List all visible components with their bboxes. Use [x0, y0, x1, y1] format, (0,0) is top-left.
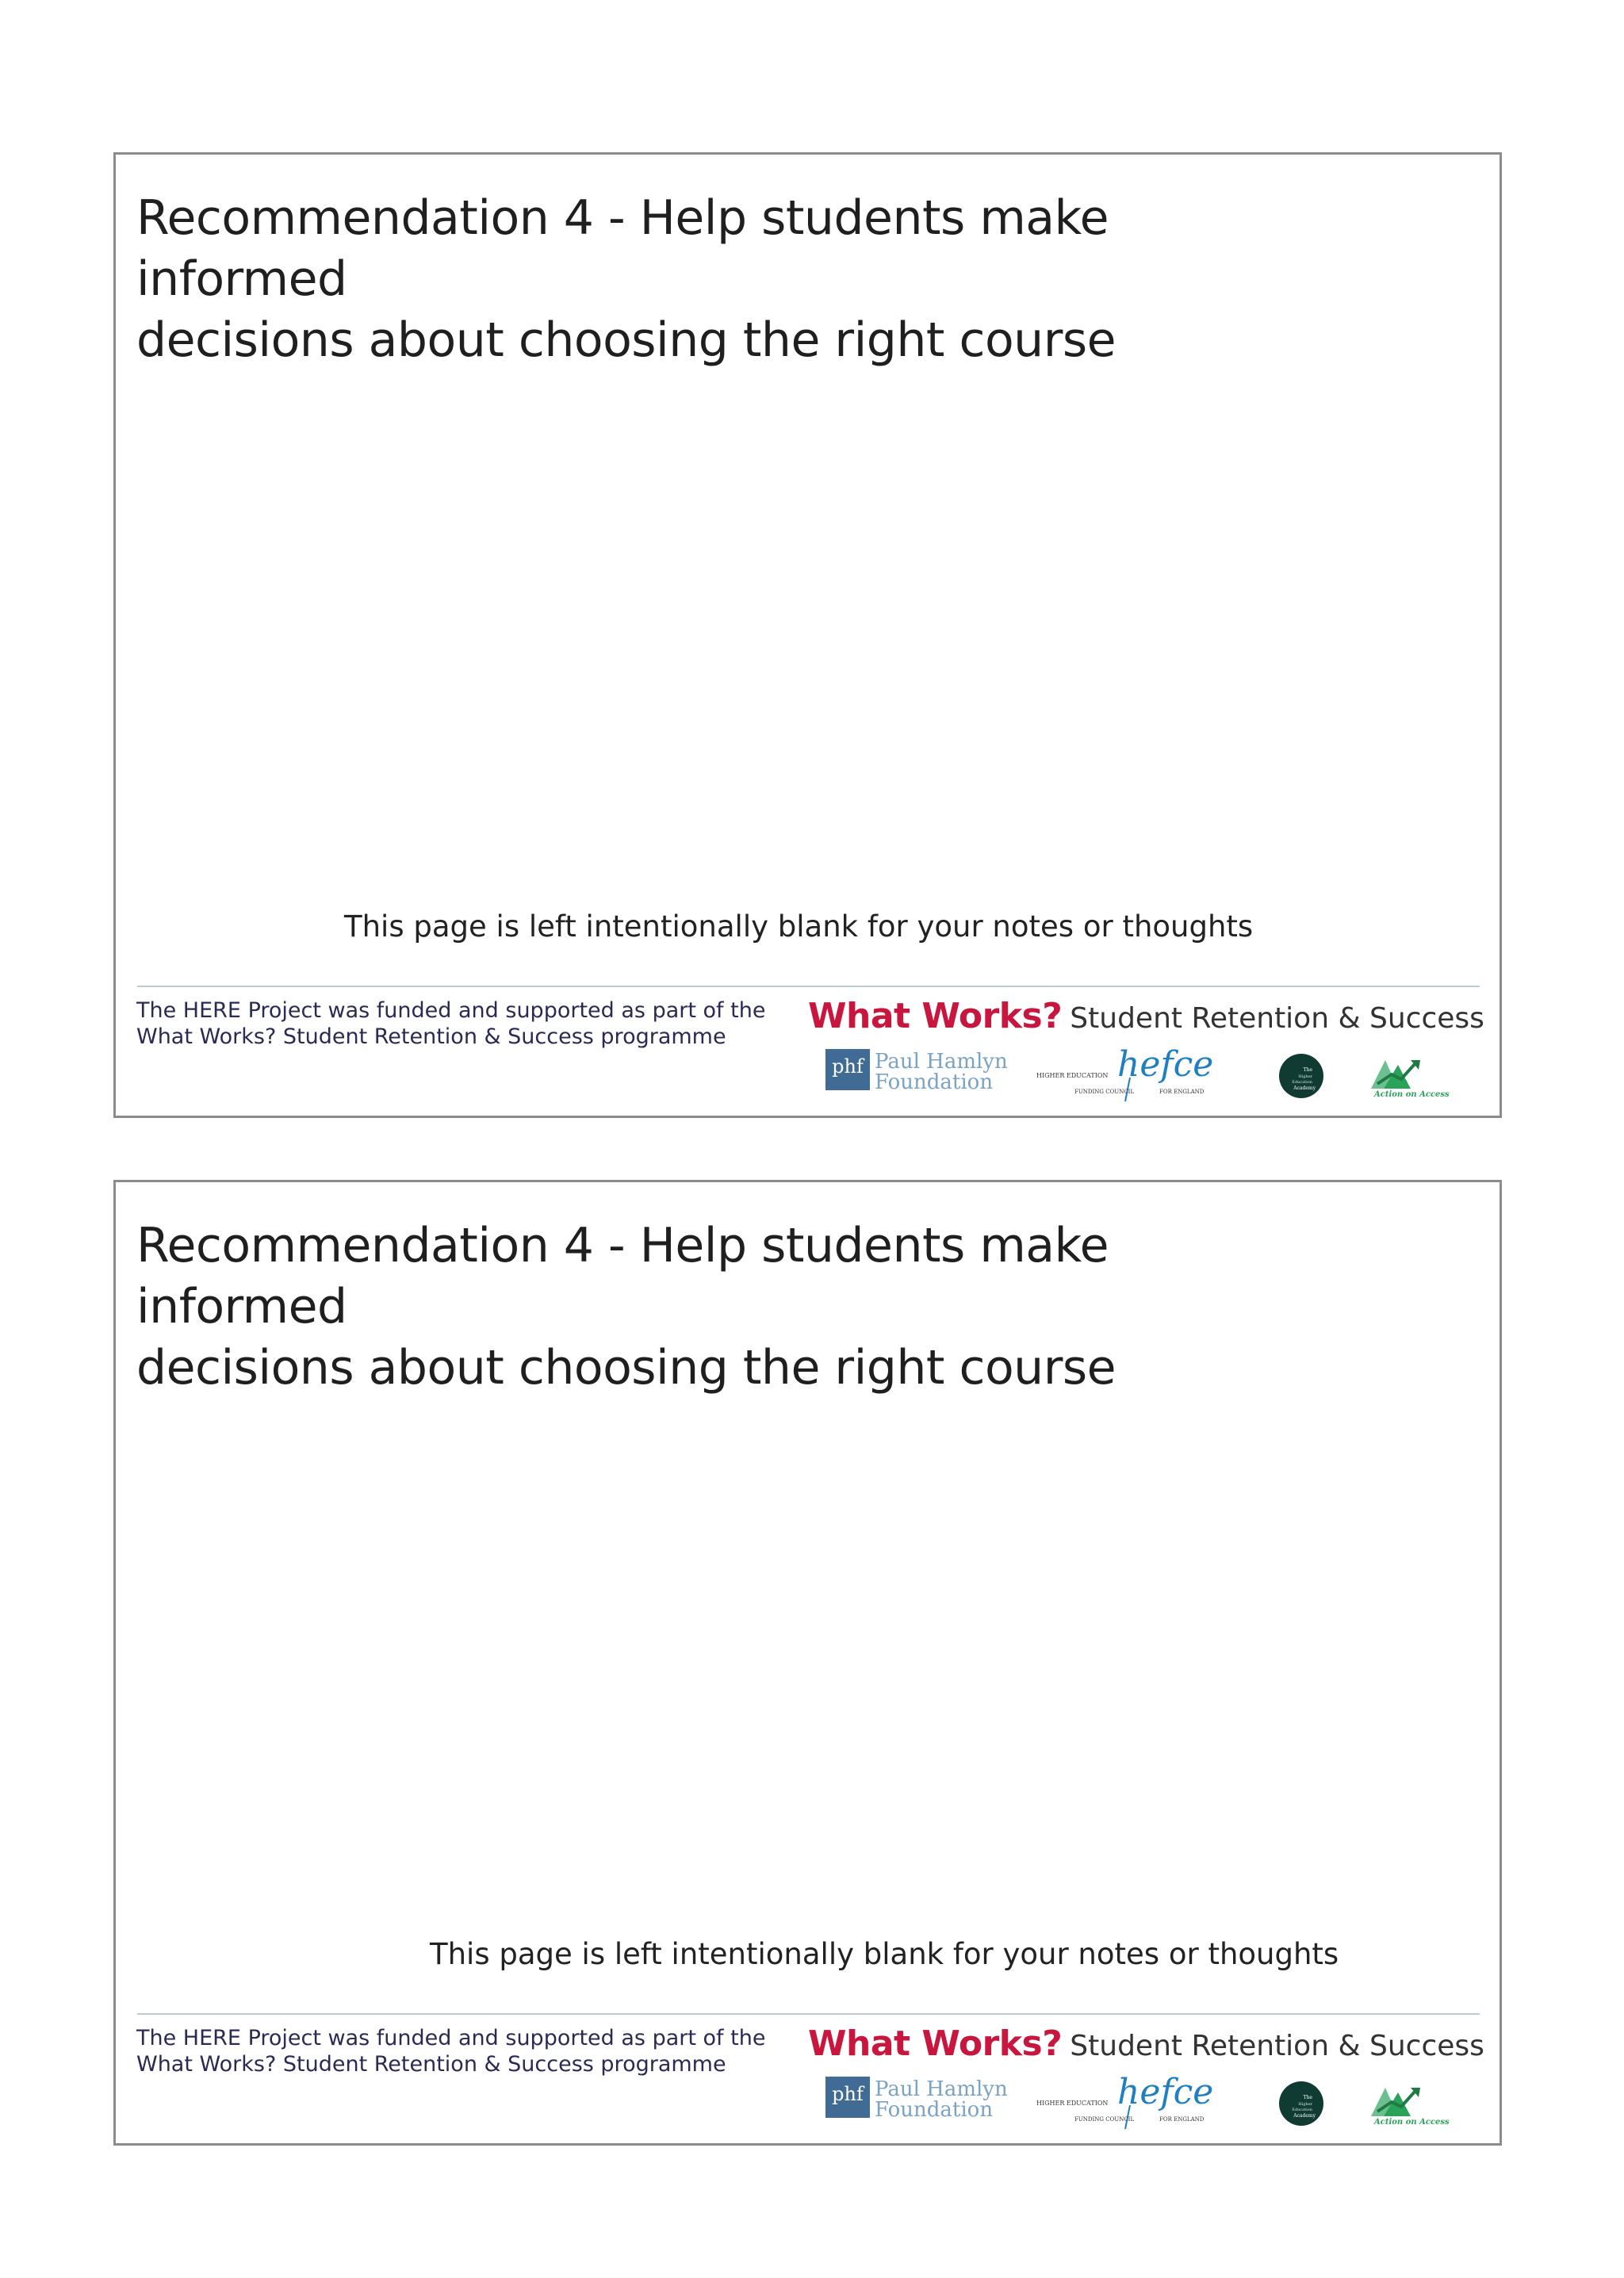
- hefce-wordmark: hefce: [1117, 2077, 1214, 2112]
- slide-title-line-2: decisions about choosing the right course: [136, 1340, 1116, 1396]
- what-works-subtitle: Student Retention & Success: [1070, 1002, 1484, 1035]
- what-works-subtitle: Student Retention & Success: [1070, 2030, 1484, 2062]
- hea-line-1: The: [1303, 1067, 1312, 1073]
- action-on-access-logo: [1366, 1052, 1461, 1100]
- funding-line-1: The HERE Project was funded and supported as part of the: [136, 998, 766, 1023]
- action-on-access-logo: [1366, 2080, 1461, 2127]
- phf-name-line-2: Foundation: [875, 1070, 994, 1094]
- sponsor-logos: [825, 1049, 1484, 1105]
- phf-name-line-1: Paul Hamlyn: [875, 1050, 1008, 1074]
- hea-line-4: Academy: [1293, 2113, 1316, 2119]
- what-works-banner: [808, 2023, 1484, 2064]
- hea-line-3: Education: [1292, 2108, 1312, 2112]
- funding-statement: [136, 997, 771, 1050]
- hea-line-3: Education: [1292, 1080, 1312, 1085]
- aoa-text: Action on Access: [1374, 2118, 1450, 2127]
- higher-education-academy-logo: [1279, 1054, 1323, 1098]
- hea-line-1: The: [1303, 2095, 1312, 2100]
- funding-line-2: What Works? Student Retention & Success programme: [136, 2052, 726, 2077]
- notes-placeholder-text: This page is left intentionally blank for your notes or thoughts: [344, 909, 1254, 944]
- hefce-logo: [1036, 1049, 1219, 1105]
- slide-title-line-1: Recommendation 4 - Help students make informed: [136, 190, 1109, 307]
- phf-mark: phf: [832, 1055, 864, 1078]
- hefce-left-text: HIGHER EDUCATION: [1036, 2100, 1109, 2107]
- notes-placeholder-text: This page is left intentionally blank for your notes or thoughts: [430, 1937, 1339, 1971]
- what-works-title: What Works?: [808, 996, 1063, 1036]
- higher-education-academy-logo: [1279, 2081, 1323, 2126]
- slide-title: [136, 188, 1326, 371]
- what-works-title: What Works?: [808, 2023, 1063, 2064]
- hefce-left-text: HIGHER EDUCATION: [1036, 1072, 1109, 1079]
- slide-title-line-1: Recommendation 4 - Help students make informed: [136, 1218, 1109, 1334]
- paul-hamlyn-foundation-logo: [825, 2077, 1016, 2124]
- funding-line-2: What Works? Student Retention & Success programme: [136, 1024, 726, 1049]
- phf-mark: phf: [832, 2083, 864, 2105]
- notes-slide-2: [113, 1180, 1502, 2146]
- notes-slide-1: [113, 152, 1502, 1118]
- aoa-text: Action on Access: [1374, 1090, 1450, 1099]
- hea-line-4: Academy: [1293, 1085, 1316, 1091]
- phf-name-line-2: Foundation: [875, 2098, 994, 2122]
- hefce-wordmark: hefce: [1117, 1049, 1214, 1085]
- what-works-banner: [808, 996, 1484, 1036]
- paul-hamlyn-foundation-logo: [825, 1049, 1016, 1097]
- footer-divider: [137, 2013, 1480, 2015]
- hefce-bottom-left-text: FUNDING COUNCIL: [1074, 2116, 1135, 2123]
- footer-divider: [137, 986, 1480, 987]
- slide-title: [136, 1216, 1326, 1399]
- hea-line-2: Higher: [1298, 1074, 1312, 1079]
- hefce-bottom-right-text: FOR ENGLAND: [1159, 2116, 1205, 2123]
- hea-line-2: Higher: [1298, 2102, 1312, 2107]
- phf-name-line-1: Paul Hamlyn: [875, 2077, 1008, 2101]
- hefce-logo: [1036, 2077, 1219, 2132]
- funding-line-1: The HERE Project was funded and supported as part of the: [136, 2026, 766, 2050]
- sponsor-logos: [825, 2077, 1484, 2132]
- hefce-bottom-right-text: FOR ENGLAND: [1159, 1089, 1205, 1095]
- hefce-bottom-left-text: FUNDING COUNCIL: [1074, 1089, 1135, 1095]
- slide-title-line-2: decisions about choosing the right course: [136, 312, 1116, 368]
- funding-statement: [136, 2025, 771, 2077]
